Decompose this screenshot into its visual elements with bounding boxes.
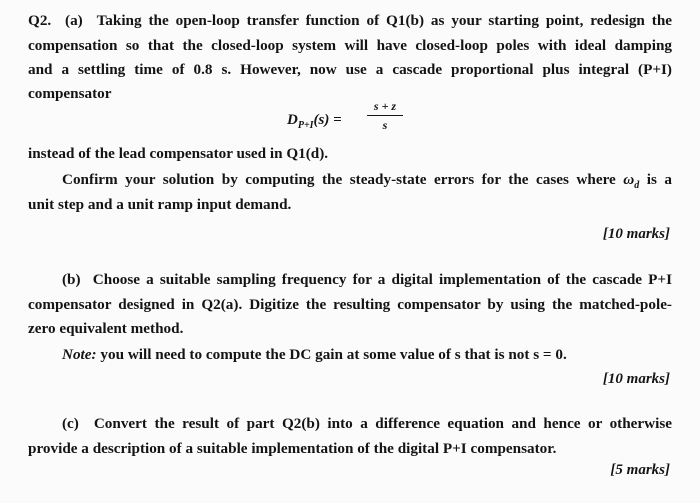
formula-denominator: s bbox=[382, 118, 388, 133]
part-a-line-6 bbox=[62, 171, 672, 195]
part-a-text-6a: Confirm your solution by computing the steady-state errors for the cases where bbox=[62, 171, 616, 188]
note-label: Note: bbox=[62, 346, 97, 363]
part-a-marks: [10 marks] bbox=[602, 226, 670, 242]
formula-fraction bbox=[367, 98, 403, 133]
part-a-line-5: instead of the lead compensator used in Q1(d). bbox=[28, 145, 329, 162]
part-b-marks: [10 marks] bbox=[602, 371, 670, 387]
part-a-line-7: unit step and a unit ramp input demand. bbox=[28, 196, 292, 213]
part-b-label: (b) bbox=[62, 271, 81, 288]
omega-subscript: d bbox=[634, 180, 640, 192]
omega-symbol bbox=[623, 171, 640, 192]
part-a-line-4: compensator bbox=[28, 85, 112, 102]
part-c-marks: [5 marks] bbox=[610, 462, 670, 478]
formula-lhs-subscript: P+I bbox=[297, 120, 314, 131]
part-b-line-2: compensator designed in Q2(a). Digitize the resulting compensator by using the matched-pole- bbox=[28, 296, 672, 313]
part-a-text-6b: is a bbox=[646, 171, 673, 188]
pi-compensator-formula bbox=[287, 98, 427, 140]
part-a-label: (a) bbox=[65, 12, 83, 29]
part-c-text-1: Convert the result of part Q2(b) into a difference equation and hence or otherwise bbox=[93, 415, 672, 432]
part-a-line-1 bbox=[28, 12, 672, 30]
part-c-line-2: provide a description of a suitable implementation of the digital P+I compensator. bbox=[28, 440, 557, 457]
question-number: Q2. bbox=[28, 12, 52, 29]
part-b-note bbox=[62, 346, 672, 364]
part-a-line-3: and a settling time of 0.8 s. However, now use a cascade proportional plus integral (P+I) bbox=[28, 61, 672, 78]
part-b-text-1: Choose a suitable sampling frequency for a digital implementation of the cascade P+I bbox=[92, 271, 672, 288]
part-b-line-1 bbox=[62, 271, 672, 289]
formula-lhs-argument: (s) = bbox=[313, 112, 342, 128]
formula-fraction-bar bbox=[367, 115, 403, 116]
formula-lhs-symbol: D bbox=[287, 112, 298, 128]
omega-letter: ω bbox=[623, 171, 635, 188]
formula-numerator: s + z bbox=[373, 99, 397, 113]
formula-lhs bbox=[287, 112, 342, 131]
part-a-line-2: compensation so that the closed-loop system will have closed-loop poles with ideal damping bbox=[28, 37, 672, 54]
part-b-line-3: zero equivalent method. bbox=[28, 320, 184, 337]
part-c-line-1 bbox=[62, 415, 672, 433]
part-a-text-1: Taking the open-loop transfer function of Q1(b) as your starting point, redesign the bbox=[96, 12, 673, 29]
note-text: you will need to compute the DC gain at some value of s that is not s = 0. bbox=[100, 346, 567, 363]
part-c-label: (c) bbox=[62, 415, 79, 432]
